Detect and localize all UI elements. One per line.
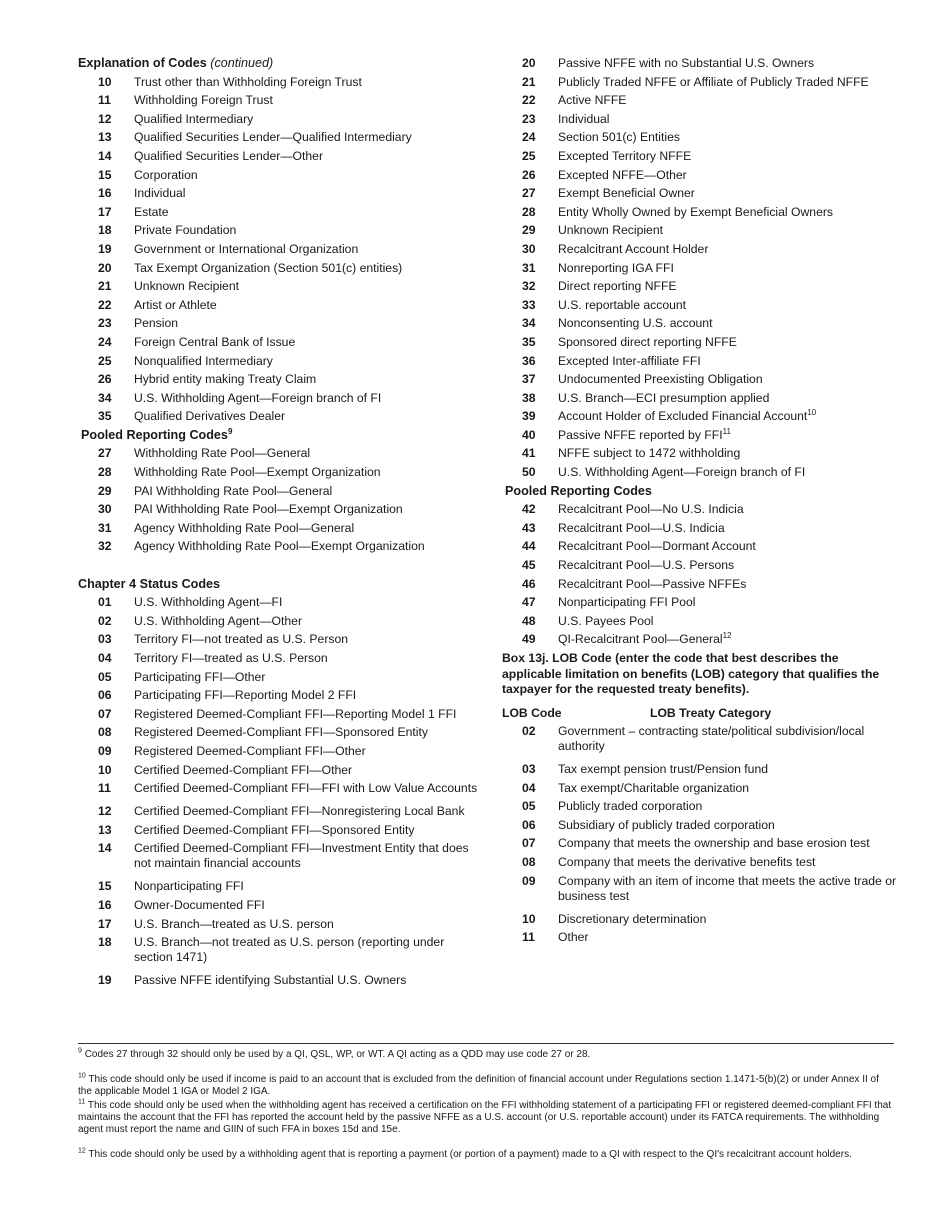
code-description: Undocumented Preexisting Obligation [558, 372, 763, 387]
code-row [78, 761, 478, 780]
code-description: Section 501(c) Entities [558, 130, 680, 145]
code-number: 14 [98, 841, 112, 856]
code-row [502, 519, 897, 538]
code-description: Sponsored direct reporting NFFE [558, 334, 737, 349]
code-description: Trust other than Withholding Foreign Trust [134, 74, 362, 89]
code-number: 23 [98, 316, 112, 331]
code-number: 32 [522, 279, 536, 294]
code-row [502, 259, 897, 278]
code-description: Certified Deemed-Compliant FFI—Investment Entity that does not maintain financial accounts [134, 841, 469, 871]
footnote-number: 10 [78, 1072, 86, 1080]
code-description: Territory FI—not treated as U.S. Person [134, 632, 349, 647]
code-number: 04 [522, 780, 536, 795]
code-row [78, 593, 478, 612]
code-description: Qualified Derivatives Dealer [134, 409, 286, 424]
code-description: Qualified Intermediary [134, 111, 254, 126]
code-row [502, 314, 897, 333]
code-number: 27 [98, 446, 112, 461]
code-row [78, 500, 478, 519]
code-number: 06 [98, 688, 112, 703]
code-description: Company that meets the ownership and base erosion test [558, 836, 870, 851]
code-row [78, 649, 478, 668]
code-description: Artist or Athlete [134, 297, 217, 312]
code-row [502, 73, 897, 92]
code-description: Company that meets the derivative benefits test [558, 855, 816, 870]
code-number: 23 [522, 111, 536, 126]
code-row [78, 686, 478, 705]
code-description: Participating FFI—Reporting Model 2 FFI [134, 688, 357, 703]
code-number: 44 [522, 539, 536, 554]
right-column [502, 54, 897, 947]
code-description: NFFE subject to 1472 withholding [558, 446, 741, 461]
code-number: 48 [522, 613, 536, 628]
footnote [78, 1149, 894, 1161]
code-row [78, 352, 478, 371]
code-list-continued [502, 54, 897, 482]
code-number: 10 [522, 911, 536, 926]
pooled-code-list [78, 444, 478, 556]
code-number: 40 [522, 427, 536, 442]
code-row [78, 110, 478, 129]
code-description: Individual [134, 186, 186, 201]
code-description: Corporation [134, 167, 198, 182]
code-description: U.S. Branch—ECI presumption applied [558, 390, 770, 405]
code-description: Direct reporting NFFE [558, 279, 677, 294]
code-number: 31 [522, 260, 536, 275]
code-row [78, 463, 478, 482]
code-number: 18 [98, 223, 112, 238]
code-description: Government or International Organization [134, 241, 359, 256]
code-row [502, 277, 897, 296]
code-description: Tax exempt/Charitable organization [558, 780, 750, 795]
code-row [78, 723, 478, 742]
code-row [78, 802, 478, 821]
code-row [78, 147, 478, 166]
code-row [502, 760, 897, 779]
footnote-number: 9 [78, 1047, 82, 1055]
code-number: 04 [98, 651, 112, 665]
code-row [502, 593, 897, 612]
code-number: 09 [522, 873, 536, 888]
code-description: Active NFFE [558, 93, 627, 108]
code-description: Pension [134, 316, 179, 331]
code-number: 25 [98, 353, 112, 368]
code-row [78, 277, 478, 296]
footnote [78, 1049, 894, 1061]
code-number: 17 [98, 916, 112, 931]
code-number: 43 [522, 520, 536, 535]
code-number: 03 [98, 632, 112, 647]
code-number: 12 [98, 111, 112, 126]
footnote-text: Codes 27 through 32 should only be used by a QI, QSL, WP, or WT. A QI acting as a QDD may use code 27 or 28. [84, 1049, 591, 1060]
code-row [78, 781, 478, 796]
code-description: U.S. Payees Pool [558, 613, 654, 628]
lob-code-header: LOB Code [502, 705, 562, 720]
code-number: 22 [98, 297, 112, 312]
footnotes [78, 1043, 894, 1161]
code-description: Entity Wholly Owned by Exempt Beneficial Owners [558, 204, 834, 219]
code-number: 36 [522, 353, 536, 368]
code-row [502, 426, 897, 445]
code-description: Registered Deemed-Compliant FFI—Sponsored Entity [134, 725, 428, 740]
lob-column-headers [502, 704, 897, 723]
code-row [78, 240, 478, 259]
code-row [502, 463, 897, 482]
code-number: 16 [98, 897, 112, 912]
code-number: 28 [522, 204, 536, 219]
code-number: 25 [522, 148, 536, 163]
pooled-reporting-heading: Pooled Reporting Codes [505, 483, 652, 498]
code-number: 01 [98, 595, 112, 610]
code-row [502, 389, 897, 408]
code-row [502, 184, 897, 203]
code-description: Excepted Territory NFFE [558, 148, 692, 163]
code-number: 17 [98, 204, 112, 219]
code-number: 42 [522, 502, 536, 517]
code-number: 08 [522, 855, 536, 870]
code-row [502, 333, 897, 352]
code-row [78, 742, 478, 761]
chapter4-code-list [78, 593, 478, 990]
pooled-code-list [502, 500, 897, 649]
code-description: Recalcitrant Pool—U.S. Indicia [558, 520, 725, 535]
code-number: 26 [522, 167, 536, 182]
code-row [502, 91, 897, 110]
code-number: 07 [522, 836, 536, 851]
code-row [78, 821, 478, 840]
code-description: QI-Recalcitrant Pool—General$^{12}$ [558, 631, 732, 647]
code-description: U.S. Withholding Agent—FI [134, 595, 283, 610]
code-row [78, 73, 478, 92]
footnote-ref: 11 [722, 426, 731, 436]
lob-box-heading: Box 13j. LOB Code (enter the code that best describes the applicable limitation on benefits (LOB) category that qualifies the taxpayer for the requested treaty benefits). [502, 651, 880, 696]
code-number: 29 [98, 483, 112, 498]
code-number: 20 [522, 56, 536, 70]
code-description: Owner-Documented FFI [134, 897, 265, 912]
code-number: 20 [98, 260, 112, 275]
code-row [502, 407, 897, 426]
code-description: Private Foundation [134, 223, 237, 238]
code-row [502, 221, 897, 240]
code-number: 34 [522, 316, 536, 331]
code-row [78, 203, 478, 222]
code-description: Account Holder of Excluded Financial Account$^{10}$ [558, 408, 817, 424]
code-description: Passive NFFE identifying Substantial U.S. Owners [134, 973, 407, 988]
code-description: Recalcitrant Pool—U.S. Persons [558, 558, 735, 573]
code-description: Qualified Securities Lender—Other [134, 148, 324, 163]
lob-category-header: LOB Treaty Category [650, 705, 772, 720]
code-row [502, 240, 897, 259]
code-description: Agency Withholding Rate Pool—General [134, 520, 355, 535]
footnote-ref: 9 [227, 426, 233, 436]
code-description: Certified Deemed-Compliant FFI—Nonregistering Local Bank [134, 804, 465, 819]
footnote-number: 11 [78, 1098, 86, 1106]
code-row [78, 296, 478, 315]
code-description: Withholding Rate Pool—General [134, 446, 311, 461]
code-number: 05 [522, 799, 536, 814]
code-list [78, 73, 478, 426]
code-row [78, 166, 478, 185]
code-number: 32 [98, 539, 112, 554]
code-row [78, 370, 478, 389]
code-row [78, 612, 478, 631]
code-description: Recalcitrant Pool—No U.S. Indicia [558, 502, 744, 517]
code-number: 11 [98, 781, 111, 796]
code-number: 21 [522, 74, 536, 89]
code-row [78, 221, 478, 240]
code-number: 47 [522, 595, 536, 610]
code-row [78, 668, 478, 687]
code-description: Passive NFFE with no Substantial U.S. Owners [558, 56, 815, 70]
code-row [502, 630, 897, 649]
code-number: 07 [98, 706, 112, 721]
code-number: 50 [522, 465, 536, 480]
code-number: 02 [522, 724, 536, 739]
code-row [502, 537, 897, 556]
code-description: Government – contracting state/political subdivision/local authority [558, 724, 865, 754]
code-number: 29 [522, 223, 536, 238]
code-row [502, 166, 897, 185]
footnote [78, 1100, 894, 1136]
code-number: 09 [98, 743, 112, 758]
code-row [502, 147, 897, 166]
code-number: 15 [98, 167, 112, 182]
code-row [78, 389, 478, 408]
code-row [78, 896, 478, 915]
code-description: Agency Withholding Rate Pool—Exempt Organization [134, 539, 425, 554]
code-description: U.S. Branch—treated as U.S. person [134, 916, 334, 931]
code-description: Exempt Beneficial Owner [558, 186, 695, 201]
code-number: 16 [98, 186, 112, 201]
code-number: 39 [522, 409, 536, 424]
code-number: 37 [522, 372, 536, 387]
code-number: 12 [98, 804, 112, 819]
code-row [502, 110, 897, 129]
code-number: 13 [98, 822, 112, 837]
footnote-ref: 12 [722, 631, 732, 641]
code-row [78, 128, 478, 147]
code-description: Certified Deemed-Compliant FFI—FFI with Low Value Accounts [134, 781, 478, 796]
code-number: 22 [522, 93, 536, 108]
code-row [78, 519, 478, 538]
code-number: 05 [98, 669, 112, 684]
code-description: U.S. Withholding Agent—Other [134, 613, 302, 628]
code-description: Hybrid entity making Treaty Claim [134, 372, 317, 387]
footnote-text: This code should only be used if income is paid to an account that is excluded from the definition of financial account under Regulations section 1.1471-5(b)(2) or under Annex II of the applicable Model 1 IGA or Model 2 IGA. [78, 1074, 879, 1097]
code-description: U.S. Withholding Agent—Foreign branch of FI [558, 465, 806, 480]
code-row [502, 928, 897, 947]
code-row [502, 797, 897, 816]
code-row [502, 370, 897, 389]
code-description: Excepted NFFE—Other [558, 167, 687, 182]
code-description: U.S. Withholding Agent—Foreign branch of FI [134, 390, 382, 405]
code-row [502, 612, 897, 631]
code-number: 19 [98, 241, 112, 256]
code-number: 35 [522, 334, 536, 349]
left-column [78, 54, 478, 990]
code-description: Participating FFI—Other [134, 669, 266, 684]
chapter4-heading: Chapter 4 Status Codes [78, 576, 221, 591]
code-description: Nonparticipating FFI Pool [558, 595, 696, 610]
code-row [78, 444, 478, 463]
code-description: Nonparticipating FFI [134, 879, 244, 894]
code-description: PAI Withholding Rate Pool—General [134, 483, 333, 498]
code-number: 24 [98, 334, 112, 349]
code-number: 06 [522, 817, 536, 832]
code-description: Tax Exempt Organization (Section 501(c) entities) [134, 260, 403, 275]
code-description: Territory FI—treated as U.S. Person [134, 651, 328, 665]
code-description: Subsidiary of publicly traded corporation [558, 817, 775, 832]
code-number: 10 [98, 762, 112, 777]
code-row [502, 128, 897, 147]
code-row [502, 779, 897, 798]
continued-label: (continued) [210, 56, 274, 70]
code-description: Foreign Central Bank of Issue [134, 334, 296, 349]
footnote-text: This code should only be used by a withholding agent that is reporting a payment (or portion of a payment) made to a QI with respect to the QI's recalcitrant account holders. [88, 1149, 852, 1160]
code-description: Qualified Securities Lender—Qualified Intermediary [134, 130, 412, 145]
code-description: Nonqualified Intermediary [134, 353, 273, 368]
code-row [78, 407, 478, 426]
code-row [78, 314, 478, 333]
code-row [78, 184, 478, 203]
code-number: 24 [522, 130, 536, 145]
code-description: Publicly traded corporation [558, 799, 703, 814]
code-number: 15 [98, 879, 112, 894]
code-number: 33 [522, 297, 536, 312]
code-number: 26 [98, 372, 112, 387]
explanation-heading: Explanation of Codes (continued) [78, 56, 274, 70]
code-number: 03 [522, 762, 536, 777]
code-number: 02 [98, 613, 112, 628]
code-number: 11 [522, 930, 535, 945]
code-description: Registered Deemed-Compliant FFI—Other [134, 743, 366, 758]
code-row [78, 537, 478, 556]
code-number: 18 [98, 935, 112, 950]
footnote [78, 1074, 894, 1098]
code-row [502, 444, 897, 463]
code-description: Discretionary determination [558, 911, 707, 926]
code-row [78, 91, 478, 110]
code-description: Individual [558, 111, 610, 126]
code-description: Certified Deemed-Compliant FFI—Other [134, 762, 353, 777]
code-row [502, 910, 897, 929]
code-row [78, 482, 478, 501]
code-description: U.S. reportable account [558, 297, 687, 312]
pooled-reporting-heading: Pooled Reporting Codes$^9$ [81, 426, 233, 442]
code-row [78, 705, 478, 724]
code-row [78, 841, 478, 871]
footnote-ref: 10 [807, 408, 817, 418]
code-description: Other [558, 930, 589, 945]
code-row [502, 575, 897, 594]
code-description: Company with an item of income that meets the active trade or business test [558, 873, 897, 903]
code-number: 30 [98, 502, 112, 517]
code-number: 46 [522, 576, 536, 591]
code-row [502, 352, 897, 371]
code-description: Nonconsenting U.S. account [558, 316, 713, 331]
code-description: PAI Withholding Rate Pool—Exempt Organization [134, 502, 403, 517]
code-row [78, 877, 478, 896]
code-description: Unknown Recipient [134, 279, 240, 294]
code-number: 14 [98, 148, 112, 163]
code-row [78, 259, 478, 278]
code-description: Tax exempt pension trust/Pension fund [558, 762, 769, 777]
code-number: 49 [522, 632, 536, 647]
code-number: 11 [98, 93, 111, 108]
code-row [502, 724, 897, 754]
code-row [78, 935, 478, 965]
code-description: Certified Deemed-Compliant FFI—Sponsored Entity [134, 822, 415, 837]
code-description: Recalcitrant Account Holder [558, 241, 709, 256]
code-number: 13 [98, 130, 112, 145]
code-description: Recalcitrant Pool—Dormant Account [558, 539, 756, 554]
code-row [78, 971, 478, 990]
code-row [502, 296, 897, 315]
code-number: 08 [98, 725, 112, 740]
code-description: Registered Deemed-Compliant FFI—Reporting Model 1 FFI [134, 706, 457, 721]
code-number: 34 [98, 390, 112, 405]
code-number: 30 [522, 241, 536, 256]
code-description: U.S. Branch—not treated as U.S. person (reporting under section 1471) [134, 935, 445, 965]
code-number: 10 [98, 74, 112, 89]
code-description: Nonreporting IGA FFI [558, 260, 674, 275]
code-number: 19 [98, 973, 112, 988]
footnote-number: 12 [78, 1147, 86, 1155]
lob-code-list [502, 724, 897, 947]
code-row [502, 54, 897, 73]
code-description: Unknown Recipient [558, 223, 664, 238]
code-row [502, 556, 897, 575]
footnote-text: This code should only be used when the withholding agent has received a certification on the FFI withholding statement of a participating FFI or registered deemed-compliant FFI that maintains the account that the FFI has reported the account held by the passive NFFE as a U.S. account (or U.S. reportable account) under its FATCA requirements. The withholding agent must report the name and GIIN of such FFA in boxes 15d and 15e. [78, 1100, 892, 1135]
code-description: Recalcitrant Pool—Passive NFFEs [558, 576, 747, 591]
code-number: 41 [522, 446, 536, 461]
code-description: Excepted Inter-affiliate FFI [558, 353, 701, 368]
code-number: 35 [98, 409, 112, 424]
code-description: Passive NFFE reported by FFI$^{11}$ [558, 426, 731, 442]
code-row [502, 203, 897, 222]
code-row [502, 874, 897, 904]
code-row [502, 853, 897, 872]
code-description: Withholding Foreign Trust [134, 93, 273, 108]
code-row [502, 816, 897, 835]
code-number: 31 [98, 520, 112, 535]
code-number: 28 [98, 465, 112, 480]
code-description: Withholding Rate Pool—Exempt Organization [134, 465, 381, 480]
code-row [502, 500, 897, 519]
code-number: 21 [98, 279, 112, 294]
code-row [502, 834, 897, 853]
code-number: 27 [522, 186, 536, 201]
code-row [78, 333, 478, 352]
code-description: Estate [134, 204, 169, 219]
code-number: 45 [522, 558, 536, 573]
code-description: Publicly Traded NFFE or Affiliate of Publicly Traded NFFE [558, 74, 869, 89]
code-row [78, 915, 478, 934]
code-row [78, 630, 478, 649]
code-number: 38 [522, 390, 536, 405]
